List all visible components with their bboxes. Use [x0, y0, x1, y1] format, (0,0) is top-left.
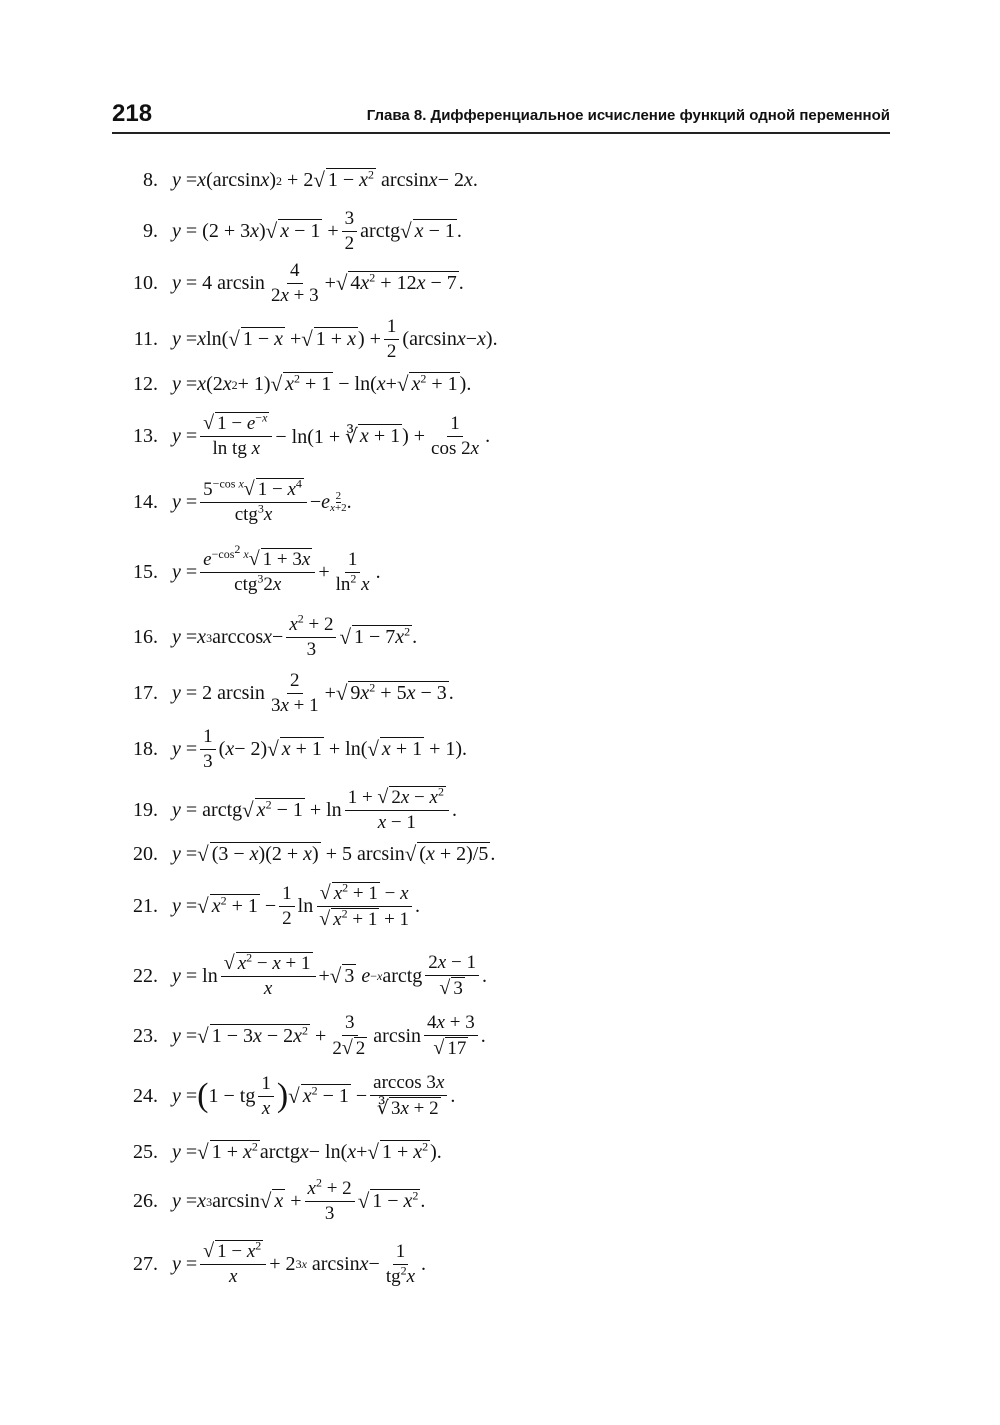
problem-26	[112, 1175, 632, 1225]
problem-19	[112, 786, 632, 834]
problem-10	[112, 260, 632, 307]
problem-23	[112, 1012, 632, 1060]
problem-14	[112, 478, 632, 526]
formula: y = $\frac{1}{3}$ ( x − 2) √ x + 1 + ln( √ x + 1 + 1).	[172, 726, 468, 772]
problem-9	[112, 208, 632, 255]
page-header	[112, 96, 890, 136]
problem-27	[112, 1240, 632, 1288]
problem-number: 12.	[133, 373, 158, 395]
formula: y = √ $x^2 + 1$ − $\frac{1}{2}$ ln √ $x^2 + 1$ − x √ $x^2 + 1$ + 1 .	[172, 880, 421, 930]
formula: y = x (arcsin x ) 2 + 2 √ $1 - x^2$ arcsin x − 2 x .	[172, 167, 478, 192]
formula: y = x ln( √ 1 − x + √ 1 + x ) + $\frac{1}{2}$ (arcsin x − x ).	[172, 316, 498, 362]
problem-22	[112, 952, 632, 1000]
problem-number: 16.	[133, 626, 158, 648]
problem-25	[112, 1140, 632, 1165]
problem-17	[112, 670, 632, 717]
formula: y = √ $1 - 3x - 2x^2$ + 3 2 √ 2 arcsin 4x + 3 √ 17 .	[172, 1012, 486, 1059]
problem-21	[112, 882, 632, 931]
page-number: 218	[112, 100, 153, 127]
problem-12	[112, 372, 632, 397]
problem-18	[112, 726, 632, 773]
problem-number: 24.	[133, 1084, 158, 1107]
formula: y = x (2 x 2 + 1) √ $x^2 + 1$ − ln( x + √ $x^2 + 1$ ).	[172, 371, 472, 396]
problem-number: 20.	[133, 843, 158, 865]
formula: y = (2 + 3 x ) √ x − 1 + $\frac{3}{2}$ arctg √ x − 1 .	[172, 208, 462, 254]
formula: y = ( 1 − tg $\frac{1}{x}$ ) √ $x^2 - 1$ − arccos 3x ∛ 3x + 2 .	[172, 1072, 456, 1119]
problem-13	[112, 412, 632, 460]
formula: y = x 3 arcsin √ x + $\frac{x^2 + 2}{3}$ √ $1 - x^2$ .	[172, 1175, 426, 1224]
header-rule	[112, 132, 890, 134]
formula: y = √ $1 + x^2$ arctg x − ln( x + √ $1 + x^2$ ).	[172, 1139, 442, 1164]
problem-number: 21.	[133, 895, 158, 917]
formula: y = √ $1 - e^{-x}$ ln tg x − ln(1 + ∛ x + 1 ) + $\frac{1}{\cos 2x}$ .	[172, 410, 491, 459]
problem-number: 8.	[143, 169, 158, 191]
problem-number: 13.	[133, 424, 158, 447]
formula: y = √ $1 - x^2$ x + 2 3x arcsin x − $\frac{1}{tg^2x}$ .	[172, 1238, 427, 1287]
problem-24	[112, 1072, 632, 1120]
formula: y = √ (3 − x)(2 + x) + 5 arcsin √ (x + 2)/5 .	[172, 842, 496, 866]
problem-number: 22.	[133, 964, 158, 987]
problem-number: 14.	[133, 490, 158, 513]
problem-number: 23.	[133, 1024, 158, 1047]
problem-number: 17.	[133, 682, 158, 704]
problem-number: 25.	[133, 1141, 158, 1163]
problem-number: 11.	[133, 328, 158, 350]
problem-15	[112, 541, 632, 596]
problem-number: 10.	[133, 272, 158, 294]
problem-number: 9.	[143, 220, 158, 242]
chapter-title: Глава 8. Дифференциальное исчисление функций одной переменной	[366, 107, 890, 124]
problem-number: 26.	[133, 1190, 158, 1212]
problem-16	[112, 611, 632, 661]
formula: y = 4 arcsin $\frac{4}{2x + 3}$ + √ $4x^2 + 12x - 7$ .	[172, 260, 464, 306]
formula: y = $e^{-cos^2 x}$ √ 1 + 3x ctg$^3$2x + $\frac{1}{\ln^2 x}$ .	[172, 541, 381, 595]
problem-number: 15.	[133, 560, 158, 583]
formula: y = arctg √ $x^2 - 1$ + ln 1 + √ $2x - x^2$ x − 1 .	[172, 784, 457, 833]
formula: y = ln √ $x^2 - x + 1$ x + √ 3 e −x arctg 2x − 1 √ 3 .	[172, 950, 487, 999]
problem-number: 27.	[133, 1252, 158, 1275]
formula: y = 2 arcsin $\frac{2}{3x + 1}$ + √ $9x^2 + 5x - 3$ .	[172, 670, 454, 716]
problem-8	[112, 168, 632, 193]
problem-number: 18.	[133, 738, 158, 760]
formula: y = $5^{-cos x}$ √ $1 - x^4$ ctg$^3$x − e $\frac{2}{x+2}$ .	[172, 476, 352, 525]
formula: y = x 3 arccos x − $\frac{x^2 + 2}{3}$ √ $1 - 7x^2$ .	[172, 611, 418, 660]
problem-number: 19.	[133, 798, 158, 821]
problem-11	[112, 316, 632, 363]
problem-20	[112, 842, 632, 867]
